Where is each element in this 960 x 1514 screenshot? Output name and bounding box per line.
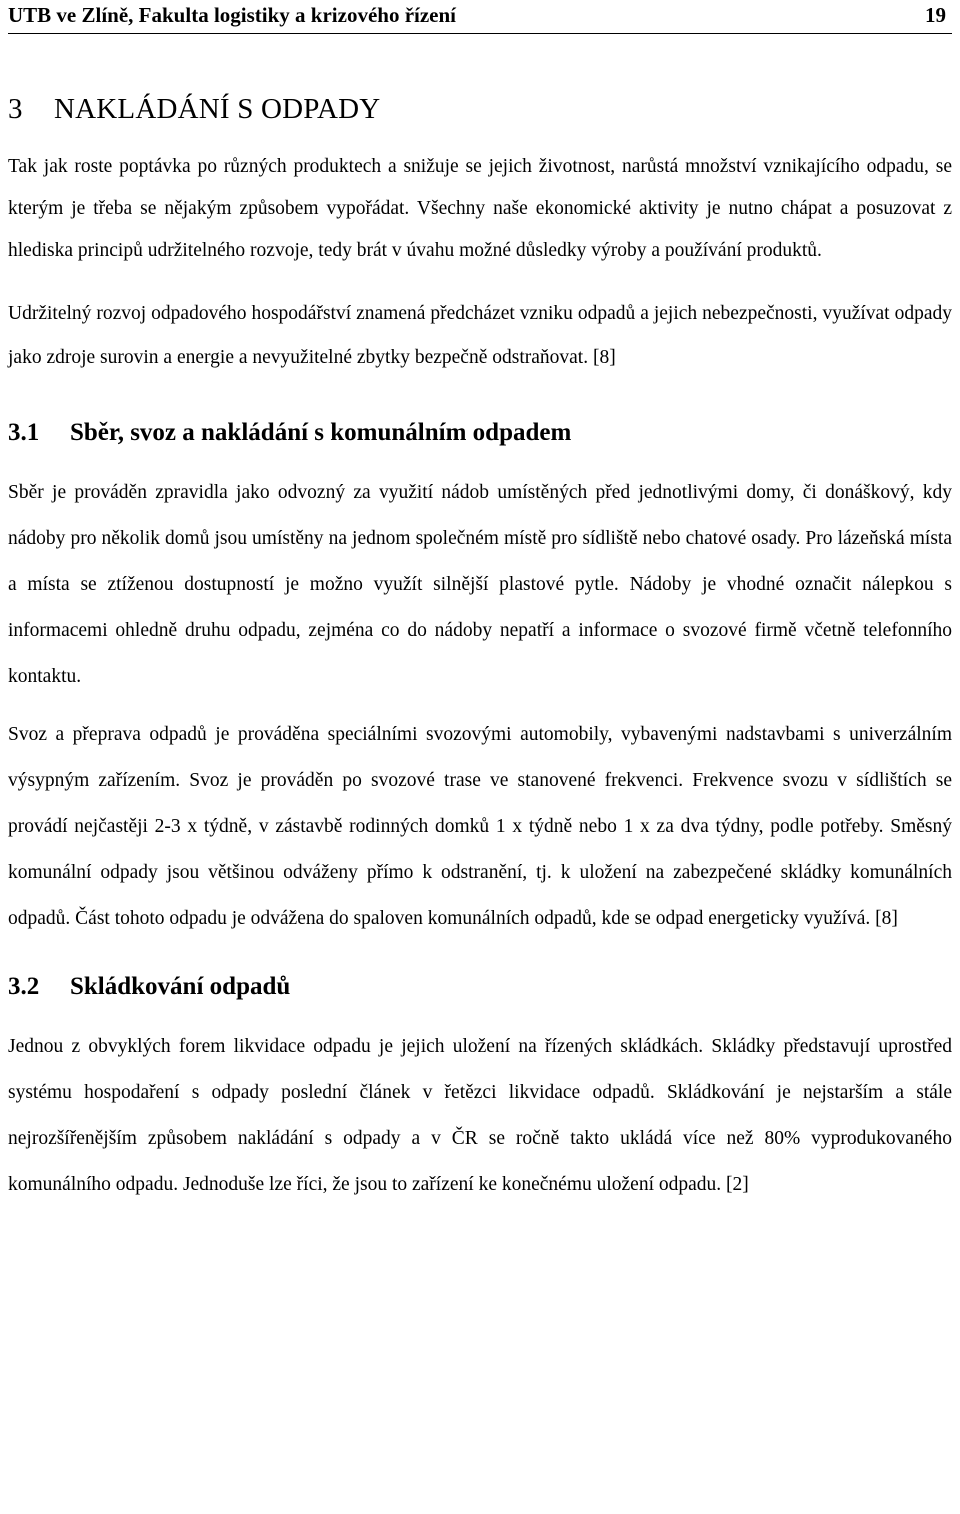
- intro-paragraph-2: Udržitelný rozvoj odpadového hospodářství znamená předcházet vzniku odpadů a jejich nebezpečnosti, využívat odpady jako zdroje surovin a energie a nevyužitelné zbytky bezpečně odstraňovat. [8]: [8, 303, 952, 368]
- chapter-number: 3: [8, 93, 23, 125]
- chapter-title: NAKLÁDÁNÍ S ODPADY: [54, 93, 381, 125]
- section-number: 3.2: [8, 973, 40, 1000]
- page-number: 19: [925, 3, 946, 27]
- section-number: 3.1: [8, 419, 40, 446]
- section-title: Skládkování odpadů: [70, 973, 291, 1000]
- header-title: UTB ve Zlíně, Fakulta logistiky a krizového řízení: [8, 3, 457, 27]
- section-heading-3-2: [8, 972, 952, 1002]
- section-heading-3-1: [8, 418, 952, 448]
- intro-paragraph-1: Tak jak roste poptávka po různých produktech a snižuje se jejich životnost, narůstá množství vznikajícího odpadu, se kterým je třeba se nějakým způsobem vypořádat. Všechny naše ekonomické aktivity je nutno chápat a posuzovat z hlediska principů udržitelného rozvoje, tedy brát v úvahu možné důsledky výroby a používání produktů.: [8, 156, 952, 261]
- section-3-2-paragraph-1: Jednou z obvyklých forem likvidace odpadu je jejich uložení na řízených skládkách. Skládky představují uprostřed systému hospodaření s odpady poslední článek v řetězci likvidace odpadů. Skládkování je nejstarším a stále nejrozšířenějším způsobem nakládání s odpady a v ČR se ročně takto ukládá více než 80% vyprodukovaného komunálního odpadu. Jednoduše lze říci, že jsou to zařízení ke konečnému uložení odpadu. [2]: [8, 1036, 952, 1195]
- section-3-1-paragraph-2: Svoz a přeprava odpadů je prováděna speciálními svozovými automobily, vybavenými nadstavbami s univerzálním výsypným zařízením. Svoz je prováděn po svozové trase ve stanovené frekvenci. Frekvence svozu v sídlištích se provádí nejčastěji 2-3 x týdně, v zástavbě rodinných domků 1 x týdně nebo 1 x za dva týdny, podle potřeby. Směsný komunální odpady jsou většinou odváženy přímo k odstranění, tj. k uložení na zabezpečené skládky komunálních odpadů. Část tohoto odpadu je odvážena do spaloven komunálních odpadů, kde se odpad energeticky využívá. [8]: [8, 724, 952, 929]
- section-title: Sběr, svoz a nakládání s komunálním odpadem: [70, 419, 572, 446]
- running-header: [8, 0, 952, 34]
- chapter-heading: [8, 92, 952, 126]
- section-3-1-paragraph-1: Sběr je prováděn zpravidla jako odvozný za využití nádob umístěných před jednotlivými domy, či donáškový, kdy nádoby pro několik domů jsou umístěny na jednom společném místě pro sídliště nebo chatové osady. Pro lázeňská místa a místa se ztíženou dostupností je možno využít silnější plastové pytle. Nádoby je vhodné označit nálepkou s informacemi ohledně druhu odpadu, zejména co do nádoby nepatří a informace o svozové firmě včetně telefonního kontaktu.: [8, 482, 952, 687]
